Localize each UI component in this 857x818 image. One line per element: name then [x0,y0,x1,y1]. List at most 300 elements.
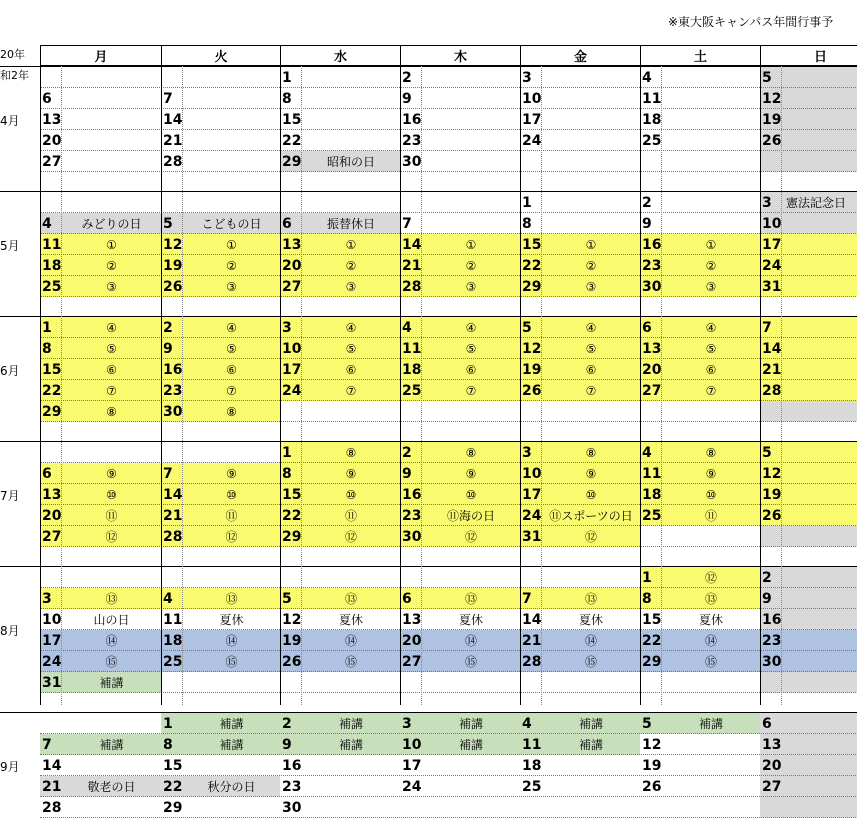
event-label: ④ [226,320,237,335]
event-label: ④ [585,320,597,335]
date-number: 27 [42,153,62,170]
event-label: ⑫ [464,530,477,544]
date-number: 6 [642,319,652,336]
date-number: 11 [522,736,542,753]
date-number: 27 [282,278,302,295]
date-number: 3 [522,444,532,461]
cell-fill [760,401,857,422]
date-number: 31 [522,528,542,545]
event-label: ② [226,258,237,273]
event-label: ⑦ [345,383,357,398]
date-number: 7 [522,590,532,607]
event-label: ① [345,237,357,252]
date-number: 12 [163,236,183,253]
date-number: 17 [282,361,302,378]
event-label: ⑧ [345,445,357,460]
event-label: ⑩ [226,487,237,502]
event-label: ⑪ [105,509,118,523]
event-label: ⑭ [464,634,477,648]
date-number: 24 [522,507,542,524]
date-number: 6 [402,590,412,607]
date-number: 30 [282,799,302,816]
date-number: 29 [42,403,62,420]
date-number: 19 [762,486,782,503]
date-number: 21 [163,132,183,149]
date-number: 7 [42,736,52,753]
date-number: 30 [762,653,782,670]
date-number: 19 [163,257,183,274]
event-label: ⑤ [106,341,117,356]
date-number: 1 [642,569,652,586]
column-divider [40,45,41,705]
event-label: ⑨ [106,466,117,481]
event-label: ⑪ [225,509,238,523]
date-number: 16 [402,486,422,503]
event-label: ⑤ [226,341,237,356]
year-label-western: 20年 [0,48,25,61]
event-label: ⑭ [344,634,357,648]
event-label: 補講 [458,717,483,731]
event-label: ⑬ [105,592,118,606]
date-number: 5 [163,215,173,232]
date-number: 15 [642,611,662,628]
event-label: 補講 [219,738,244,752]
event-label: ⑩ [465,487,477,502]
date-number: 23 [642,257,662,274]
date-number: 4 [402,319,412,336]
event-label: ⑬ [225,592,238,606]
event-label: ⑨ [705,466,717,481]
date-number: 8 [282,465,292,482]
date-number: 13 [42,486,62,503]
date-number: 1 [282,69,292,86]
date-number: 5 [642,715,652,732]
event-label: 補講 [458,738,483,752]
date-number: 20 [762,757,782,774]
event-label: ⑦ [585,383,597,398]
row-divider [40,671,857,672]
event-label: ① [705,237,717,252]
date-number: 24 [42,653,62,670]
event-label: ⑩ [705,487,717,502]
date-number: 5 [762,444,772,461]
date-number: 5 [522,319,532,336]
row-divider [40,692,857,693]
date-number: 20 [42,507,62,524]
month-divider [0,66,857,67]
date-number: 10 [522,90,542,107]
date-number: 10 [402,736,422,753]
date-number: 2 [282,715,292,732]
date-number: 18 [42,257,62,274]
event-label: ⑦ [465,383,477,398]
event-label: 補講 [338,717,363,731]
date-number: 21 [42,778,62,795]
date-number: 13 [42,111,62,128]
month-label: 6月 [0,363,20,378]
day-header-4: 金 [520,45,641,66]
date-number: 30 [402,153,422,170]
event-label: ⑬ [704,592,717,606]
date-number: 21 [762,361,782,378]
date-number: 14 [163,111,183,128]
month-label: 4月 [0,113,20,128]
event-label: ⑥ [345,362,357,377]
month-label: 7月 [0,488,20,503]
number-divider [421,66,422,705]
row-divider [40,421,857,422]
header-note: ※東大阪キャンパス年間行事予 [668,15,834,29]
event-label: 補講 [338,738,363,752]
date-number: 8 [282,90,292,107]
day-header-6: 日 [760,45,857,66]
date-number: 28 [762,382,782,399]
event-label: ⑦ [705,383,717,398]
event-label: ③ [585,279,597,294]
date-number: 12 [762,465,782,482]
date-number: 16 [402,111,422,128]
event-label: ⑨ [465,466,477,481]
date-number: 22 [282,507,302,524]
date-number: 16 [282,757,302,774]
date-number: 18 [522,757,542,774]
event-label: ② [585,258,597,273]
date-number: 9 [642,215,652,232]
date-number: 13 [402,611,422,628]
event-label: ⑫ [344,530,357,544]
cell-fill [760,526,857,547]
cell-fill [760,151,857,172]
date-number: 12 [642,736,662,753]
date-number: 2 [402,69,412,86]
event-label: 夏休 [698,613,723,627]
date-number: 17 [522,111,542,128]
event-label: ⑭ [704,634,717,648]
date-number: 10 [42,611,62,628]
month-label: 8月 [0,624,20,638]
date-number: 22 [522,257,542,274]
event-label: ⑦ [106,383,117,398]
date-number: 31 [762,278,782,295]
date-number: 19 [522,361,542,378]
row-divider [40,171,857,172]
event-label: ⑮ [105,655,118,669]
date-number: 7 [762,319,772,336]
event-label: ⑭ [225,634,238,648]
date-number: 1 [42,319,52,336]
date-number: 15 [282,486,302,503]
event-label: ⑬ [464,592,477,606]
event-label: ⑤ [345,341,357,356]
event-label: ② [705,258,717,273]
event-label: ③ [465,279,477,294]
number-divider [182,66,183,705]
date-number: 8 [642,590,652,607]
event-label: ⑧ [106,404,117,419]
date-number: 31 [42,674,62,691]
date-number: 2 [642,194,652,211]
date-number: 3 [522,69,532,86]
event-label: こどもの日 [201,217,262,231]
date-number: 6 [42,90,52,107]
event-label: ⑥ [585,362,597,377]
date-number: 21 [522,632,542,649]
event-label: ③ [705,279,717,294]
year-label-reiwa: 和2年 [0,69,29,82]
event-label: ⑦ [226,383,237,398]
event-label: ⑥ [465,362,477,377]
date-number: 3 [42,590,52,607]
date-number: 27 [402,653,422,670]
date-number: 15 [282,111,302,128]
date-number: 4 [642,444,652,461]
date-number: 28 [42,799,62,816]
date-number: 29 [163,799,183,816]
date-number: 17 [402,757,422,774]
event-label: 夏休 [338,613,363,627]
day-header-2: 水 [280,45,401,66]
event-label: ⑮ [344,655,357,669]
event-label: ⑪スポーツの日 [549,509,633,523]
date-number: 30 [163,403,183,420]
event-label: ⑮ [225,655,238,669]
date-number: 20 [402,632,422,649]
date-number: 16 [642,236,662,253]
event-label: ⑥ [226,362,237,377]
date-number: 10 [282,340,302,357]
date-number: 15 [42,361,62,378]
day-header-0: 月 [40,45,162,66]
column-divider [760,45,761,705]
event-label: ⑨ [345,466,357,481]
date-number: 5 [282,590,292,607]
number-divider [781,66,782,705]
event-label: ⑬ [344,592,357,606]
date-number: 26 [522,382,542,399]
date-number: 14 [163,486,183,503]
event-label: 秋分の日 [207,780,256,794]
date-number: 25 [522,778,542,795]
date-number: 27 [642,382,662,399]
row-divider [40,296,857,297]
date-number: 14 [762,340,782,357]
date-number: 8 [42,340,52,357]
date-number: 14 [402,236,422,253]
event-label: ⑩ [345,487,357,502]
event-label: ⑧ [226,404,237,419]
date-number: 26 [282,653,302,670]
date-number: 25 [163,653,183,670]
date-number: 11 [642,90,662,107]
event-label: 昭和の日 [326,155,375,169]
date-number: 17 [42,632,62,649]
date-number: 22 [42,382,62,399]
date-number: 28 [402,278,422,295]
event-label: ⑪海の日 [446,509,495,523]
column-divider [280,45,281,705]
month-label: 5月 [0,238,20,253]
column-divider [400,45,401,705]
event-label: ① [465,237,477,252]
date-number: 20 [42,132,62,149]
date-number: 29 [282,153,302,170]
event-label: ③ [226,279,237,294]
date-number: 28 [522,653,542,670]
date-number: 6 [762,715,772,732]
event-label: ⑧ [585,445,597,460]
date-number: 24 [402,778,422,795]
date-number: 16 [762,611,782,628]
date-number: 12 [522,340,542,357]
date-number: 30 [642,278,662,295]
event-label: 夏休 [578,613,603,627]
date-number: 14 [522,611,542,628]
number-divider [541,66,542,705]
number-divider [661,66,662,705]
date-number: 9 [402,465,412,482]
date-number: 9 [762,590,772,607]
date-number: 25 [642,507,662,524]
date-number: 5 [762,69,772,86]
event-label: ⑫ [704,571,717,585]
date-number: 9 [402,90,412,107]
day-header-1: 火 [161,45,281,66]
date-number: 12 [282,611,302,628]
date-number: 7 [163,465,173,482]
date-number: 21 [402,257,422,274]
event-label: ④ [465,320,477,335]
event-label: ⑭ [584,634,597,648]
month-divider [0,191,857,192]
date-number: 4 [42,215,52,232]
date-number: 4 [642,69,652,86]
event-label: 敬老の日 [87,780,136,794]
date-number: 11 [163,611,183,628]
date-number: 3 [402,715,412,732]
event-label: 補講 [99,676,124,690]
date-number: 2 [402,444,412,461]
date-number: 3 [282,319,292,336]
date-number: 22 [642,632,662,649]
date-number: 24 [762,257,782,274]
event-label: ⑧ [705,445,717,460]
date-number: 17 [762,236,782,253]
date-number: 20 [642,361,662,378]
event-label: ⑪ [344,509,357,523]
date-number: 18 [642,111,662,128]
event-label: ③ [345,279,357,294]
event-label: 補講 [99,738,124,752]
event-label: ⑫ [584,530,597,544]
date-number: 29 [282,528,302,545]
event-label: ⑮ [464,655,477,669]
month-label: 9月 [0,759,20,774]
event-label: 補講 [578,738,603,752]
date-number: 6 [42,465,52,482]
event-label: ⑫ [225,530,238,544]
date-number: 27 [762,778,782,795]
event-label: ⑩ [585,487,597,502]
event-label: ① [226,237,237,252]
cell-fill [760,797,857,818]
date-number: 23 [282,778,302,795]
date-number: 13 [642,340,662,357]
date-number: 20 [282,257,302,274]
date-number: 2 [762,569,772,586]
date-number: 28 [163,528,183,545]
date-number: 14 [42,757,62,774]
date-number: 4 [522,715,532,732]
cell-fill [760,672,857,693]
date-number: 13 [762,736,782,753]
date-number: 4 [163,590,173,607]
date-number: 26 [762,132,782,149]
date-number: 9 [282,736,292,753]
date-number: 19 [642,757,662,774]
event-label: 補講 [578,717,603,731]
event-label: ⑤ [705,341,717,356]
date-number: 21 [163,507,183,524]
date-number: 26 [642,778,662,795]
date-number: 11 [42,236,62,253]
date-number: 18 [163,632,183,649]
event-label: ⑫ [105,530,118,544]
event-label: ① [585,237,597,252]
date-number: 10 [522,465,542,482]
event-label: ④ [345,320,357,335]
date-number: 6 [282,215,292,232]
date-number: 18 [402,361,422,378]
date-number: 10 [762,215,782,232]
date-number: 18 [642,486,662,503]
date-number: 23 [402,507,422,524]
event-label: ④ [705,320,717,335]
event-label: ③ [106,279,117,294]
date-number: 22 [163,778,183,795]
event-label: ④ [106,320,117,335]
date-number: 22 [282,132,302,149]
date-number: 15 [163,757,183,774]
date-number: 23 [762,632,782,649]
event-label: ⑥ [705,362,717,377]
date-number: 12 [762,90,782,107]
event-label: ② [465,258,477,273]
column-divider [520,45,521,705]
event-label: ⑮ [584,655,597,669]
date-number: 24 [282,382,302,399]
date-number: 15 [522,236,542,253]
date-number: 7 [402,215,412,232]
date-number: 25 [402,382,422,399]
event-label: ⑮ [704,655,717,669]
day-header-3: 木 [400,45,521,66]
column-divider [640,45,641,705]
event-label: みどりの日 [81,217,142,231]
event-label: 補講 [698,717,723,731]
event-label: ⑤ [585,341,597,356]
date-number: 23 [163,382,183,399]
event-label: ⑧ [465,445,477,460]
date-number: 26 [762,507,782,524]
date-number: 25 [642,132,662,149]
row-divider [40,546,857,547]
event-label: 憲法記念日 [786,196,847,210]
event-label: 夏休 [458,613,483,627]
date-number: 8 [522,215,532,232]
event-label: ⑨ [226,466,237,481]
date-number: 24 [522,132,542,149]
event-label: ② [106,258,117,273]
